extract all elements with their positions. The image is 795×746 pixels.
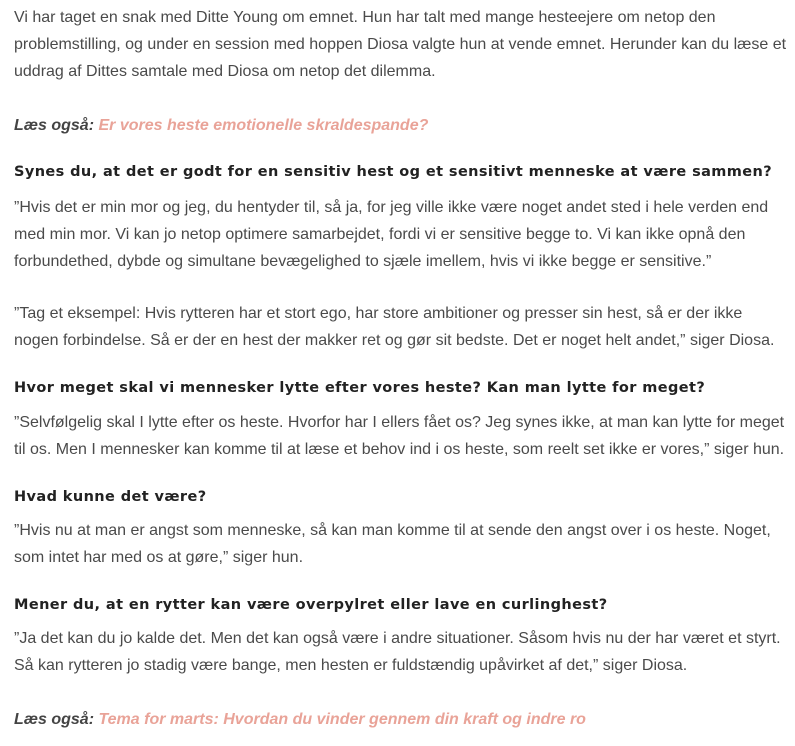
see-also-link-1[interactable]: Er vores heste emotionelle skraldespande? bbox=[98, 117, 429, 134]
see-also-label: Læs også: bbox=[14, 117, 95, 134]
intro-paragraph: Vi har taget en snak med Ditte Young om emnet. Hun har talt med mange hesteejere om netop den problemstilling, og under en session med hoppen Diosa valgte hun at vende emnet. Herunder kan du læse et uddrag af Dittes samtale med Diosa om netop det dilemma. bbox=[14, 9, 787, 80]
see-also-1 bbox=[14, 115, 428, 137]
answer-paragraph-3: ”Hvis nu at man er angst som menneske, så kan man komme til at sende den angst over i os heste. Noget, som intet har med os at gøre,” siger hun. bbox=[14, 522, 771, 566]
see-also-label: Læs også: bbox=[14, 711, 95, 728]
question-heading-2: Hvor meget skal vi mennesker lytte efter vores heste? Kan man lytte for meget? bbox=[14, 380, 706, 396]
see-also-link-2[interactable]: Tema for marts: Hvordan du vinder gennem din kraft og indre ro bbox=[98, 711, 586, 728]
question-heading-3: Hvad kunne det være? bbox=[14, 489, 207, 505]
answer-paragraph-1b: ”Tag et eksempel: Hvis rytteren har et stort ego, har store ambitioner og presser sin hest, så er der ikke nogen forbindelse. Så er der en hest der makker ret og gør sit bedste. Det er noget helt andet,” siger Diosa. bbox=[14, 305, 775, 349]
answer-paragraph-2: ”Selvfølgelig skal I lytte efter os heste. Hvorfor har I ellers fået os? Jeg synes ikke, at man kan lytte for meget til os. Men I mennesker kan komme til at læse et behov ind i os heste, som reelt set ikke er vores,” siger hun. bbox=[14, 414, 785, 458]
answer-paragraph-4: ”Ja det kan du jo kalde det. Men det kan også være i andre situationer. Såsom hvis nu der har været et styrt. Så kan rytteren jo stadig være bange, men hesten er fuldstændig upåvirket af det,” siger Diosa. bbox=[14, 630, 781, 674]
question-heading-1: Synes du, at det er godt for en sensitiv hest og et sensitivt menneske at være sammen? bbox=[14, 164, 773, 180]
answer-paragraph-1a: ”Hvis det er min mor og jeg, du hentyder til, så ja, for jeg ville ikke være noget andet sted i hele verden end med min mor. Vi kan jo netop optimere samarbejdet, fordi vi er sensitive begge to. Vi kan ikke opnå den forbundethed, dybde og simultane bevægelighed to sjæle imellem, hvis vi ikke begge er sensitive.” bbox=[14, 199, 769, 270]
see-also-2 bbox=[14, 709, 586, 731]
question-heading-4: Mener du, at en rytter kan være overpylret eller lave en curlinghest? bbox=[14, 597, 608, 613]
